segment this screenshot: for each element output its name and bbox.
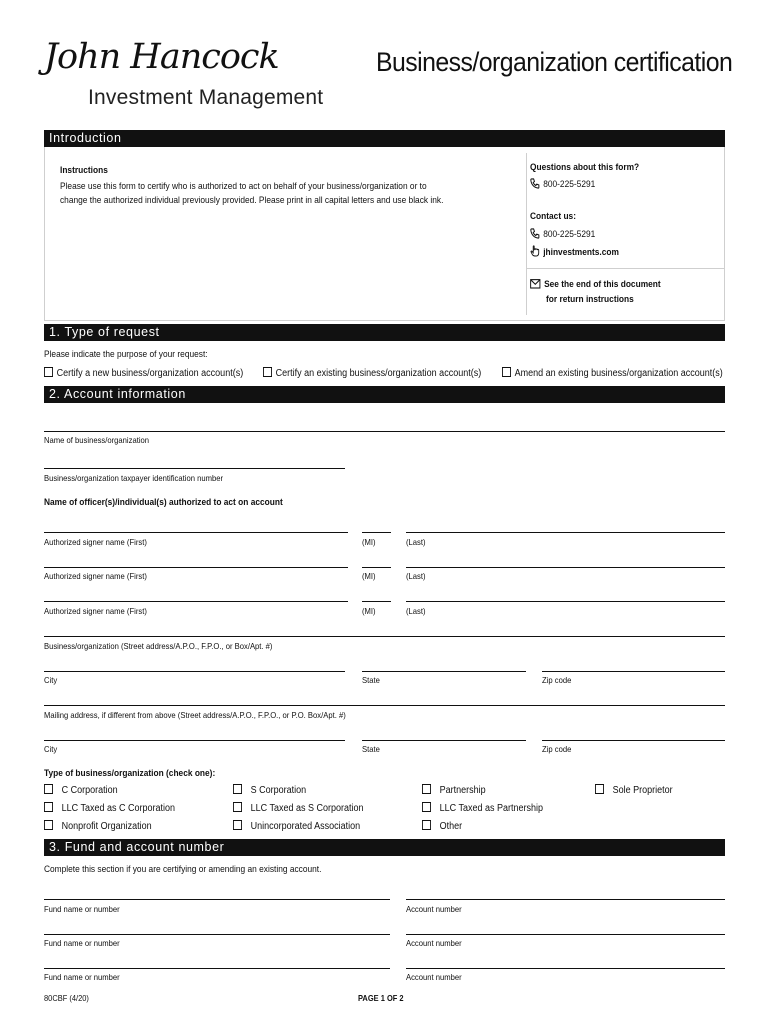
signer-2-first-field[interactable]	[44, 567, 348, 568]
instructions-line-1: Please use this form to certify who is authorized to act on behalf of your business/organization or to	[60, 181, 427, 192]
return-line-1: See the end of this document	[544, 279, 661, 290]
questions-phone-row	[530, 178, 595, 190]
type-label: Sole Proprietor	[612, 785, 673, 796]
contact-heading: Contact us:	[530, 211, 576, 222]
document-title: Business/organization certification	[376, 47, 733, 77]
contact-web[interactable]: jhinvestments.com	[543, 247, 619, 258]
mailing-zip-field[interactable]	[542, 740, 725, 741]
business-name-label: Name of business/organization	[44, 435, 150, 445]
request-prompt: Please indicate the purpose of your request:	[44, 349, 208, 360]
business-type-heading: Type of business/organization (check one):	[44, 768, 216, 779]
signer-1-mi-label: (MI)	[362, 537, 376, 547]
type-label: LLC Taxed as S Corporation	[250, 803, 364, 814]
account-1-label: Account number	[406, 904, 462, 914]
option-label: Amend an existing business/organization account(s)	[514, 368, 723, 379]
signer-2-last-field[interactable]	[406, 567, 725, 568]
signer-3-last-label: (Last)	[406, 606, 426, 616]
signer-2-first-label: Authorized signer name (First)	[44, 571, 147, 581]
officers-heading: Name of officer(s)/individual(s) authorized to act on account	[44, 497, 283, 508]
state-field[interactable]	[362, 671, 526, 672]
zip-field[interactable]	[542, 671, 725, 672]
checkbox[interactable]	[233, 802, 242, 812]
option-label: Certify a new business/organization account(s)	[56, 368, 244, 379]
type-sole-proprietor[interactable]	[595, 784, 673, 796]
mailing-city-field[interactable]	[44, 740, 345, 741]
signer-3-first-field[interactable]	[44, 601, 348, 602]
questions-phone[interactable]: 800-225-5291	[543, 179, 596, 190]
instructions-line-2: change the authorized individual previously provided. Please print in all capital letters and use black ink.	[60, 195, 444, 206]
checkbox[interactable]	[595, 784, 604, 794]
fund-prompt: Complete this section if you are certifying or amending an existing account.	[44, 864, 322, 875]
type-label: LLC Taxed as C Corporation	[61, 803, 176, 814]
city-label: City	[44, 675, 58, 685]
checkbox[interactable]	[233, 784, 242, 794]
signer-3-mi-label: (MI)	[362, 606, 376, 616]
form-id: 80CBF (4/20)	[44, 993, 89, 1003]
street-address-label: Business/organization (Street address/A.P.O., F.P.O., or Box/Apt. #)	[44, 641, 273, 651]
type-label: LLC Taxed as Partnership	[439, 803, 544, 814]
checkbox[interactable]	[44, 802, 53, 812]
business-name-field[interactable]	[44, 431, 725, 432]
checkbox[interactable]	[44, 820, 53, 830]
type-llc-s-corp[interactable]	[233, 802, 364, 814]
mouse-pointer-icon	[530, 245, 540, 257]
fund-1-label: Fund name or number	[44, 904, 120, 914]
mailing-state-field[interactable]	[362, 740, 526, 741]
street-address-field[interactable]	[44, 636, 725, 637]
account-3-field[interactable]	[406, 968, 725, 969]
option-label: Certify an existing business/organization account(s)	[275, 368, 482, 379]
return-instructions	[530, 279, 661, 290]
state-label: State	[362, 675, 380, 685]
account-2-label: Account number	[406, 938, 462, 948]
signer-1-last-label: (Last)	[406, 537, 426, 547]
account-3-label: Account number	[406, 972, 462, 982]
signer-1-mi-field[interactable]	[362, 532, 391, 533]
signer-3-first-label: Authorized signer name (First)	[44, 606, 147, 616]
city-field[interactable]	[44, 671, 345, 672]
section-2-bar: 2. Account information	[44, 386, 725, 403]
intro-section-bar: Introduction	[44, 130, 725, 147]
option-certify-existing[interactable]	[263, 367, 481, 379]
tin-field[interactable]	[44, 468, 345, 469]
option-amend-existing[interactable]	[502, 367, 723, 379]
checkbox[interactable]	[233, 820, 242, 830]
contact-phone-row	[530, 228, 595, 240]
contact-web-row	[530, 245, 619, 258]
questions-divider	[526, 268, 725, 269]
checkbox[interactable]	[422, 784, 431, 794]
checkbox[interactable]	[422, 802, 431, 812]
mailing-city-label: City	[44, 744, 58, 754]
signer-2-last-label: (Last)	[406, 571, 426, 581]
tin-label: Business/organization taxpayer identification number	[44, 473, 224, 483]
type-s-corp[interactable]	[233, 784, 306, 796]
type-c-corp[interactable]	[44, 784, 118, 796]
zip-label: Zip code	[542, 675, 572, 685]
type-llc-partnership[interactable]	[422, 802, 543, 814]
section-1-bar: 1. Type of request	[44, 324, 725, 341]
type-label: Partnership	[439, 785, 486, 796]
instructions-heading: Instructions	[60, 165, 108, 176]
type-label: Other	[439, 821, 463, 832]
fund-3-label: Fund name or number	[44, 972, 120, 982]
company-logo: John Hancock	[44, 37, 279, 77]
checkbox[interactable]	[44, 367, 53, 377]
checkbox[interactable]	[422, 820, 431, 830]
signer-3-mi-field[interactable]	[362, 601, 391, 602]
questions-heading: Questions about this form?	[530, 162, 640, 173]
type-llc-c-corp[interactable]	[44, 802, 175, 814]
account-1-field[interactable]	[406, 899, 725, 900]
type-label: Nonprofit Organization	[61, 821, 152, 832]
signer-2-mi-label: (MI)	[362, 571, 376, 581]
mailing-address-label: Mailing address, if different from above (Street address/A.P.O., F.P.O., or P.O. Box/Apt. #)	[44, 710, 346, 720]
contact-phone[interactable]: 800-225-5291	[543, 229, 596, 240]
section-3-bar: 3. Fund and account number	[44, 839, 725, 856]
page-number: PAGE 1 OF 2	[358, 993, 404, 1003]
mailing-state-label: State	[362, 744, 380, 754]
signer-3-last-field[interactable]	[406, 601, 725, 602]
fund-1-field[interactable]	[44, 899, 390, 900]
envelope-check-icon	[530, 279, 541, 289]
checkbox[interactable]	[263, 367, 272, 377]
type-unincorporated[interactable]	[233, 820, 360, 832]
signer-1-first-field[interactable]	[44, 532, 348, 533]
type-other[interactable]	[422, 820, 462, 832]
fund-3-field[interactable]	[44, 968, 390, 969]
logo-subtitle: Investment Management	[88, 86, 324, 109]
account-2-field[interactable]	[406, 934, 725, 935]
type-label: C Corporation	[61, 785, 118, 796]
return-line-2: for return instructions	[546, 294, 634, 305]
checkbox[interactable]	[44, 784, 53, 794]
option-certify-new[interactable]	[44, 367, 243, 379]
phone-icon	[530, 228, 540, 239]
checkbox[interactable]	[502, 367, 511, 377]
fund-2-label: Fund name or number	[44, 938, 120, 948]
phone-icon	[530, 178, 540, 189]
type-label: S Corporation	[250, 785, 307, 796]
signer-1-last-field[interactable]	[406, 532, 725, 533]
fund-2-field[interactable]	[44, 934, 390, 935]
signer-2-mi-field[interactable]	[362, 567, 391, 568]
signer-1-first-label: Authorized signer name (First)	[44, 537, 147, 547]
type-nonprofit[interactable]	[44, 820, 152, 832]
type-label: Unincorporated Association	[250, 821, 361, 832]
mailing-zip-label: Zip code	[542, 744, 572, 754]
mailing-address-field[interactable]	[44, 705, 725, 706]
type-partnership[interactable]	[422, 784, 486, 796]
